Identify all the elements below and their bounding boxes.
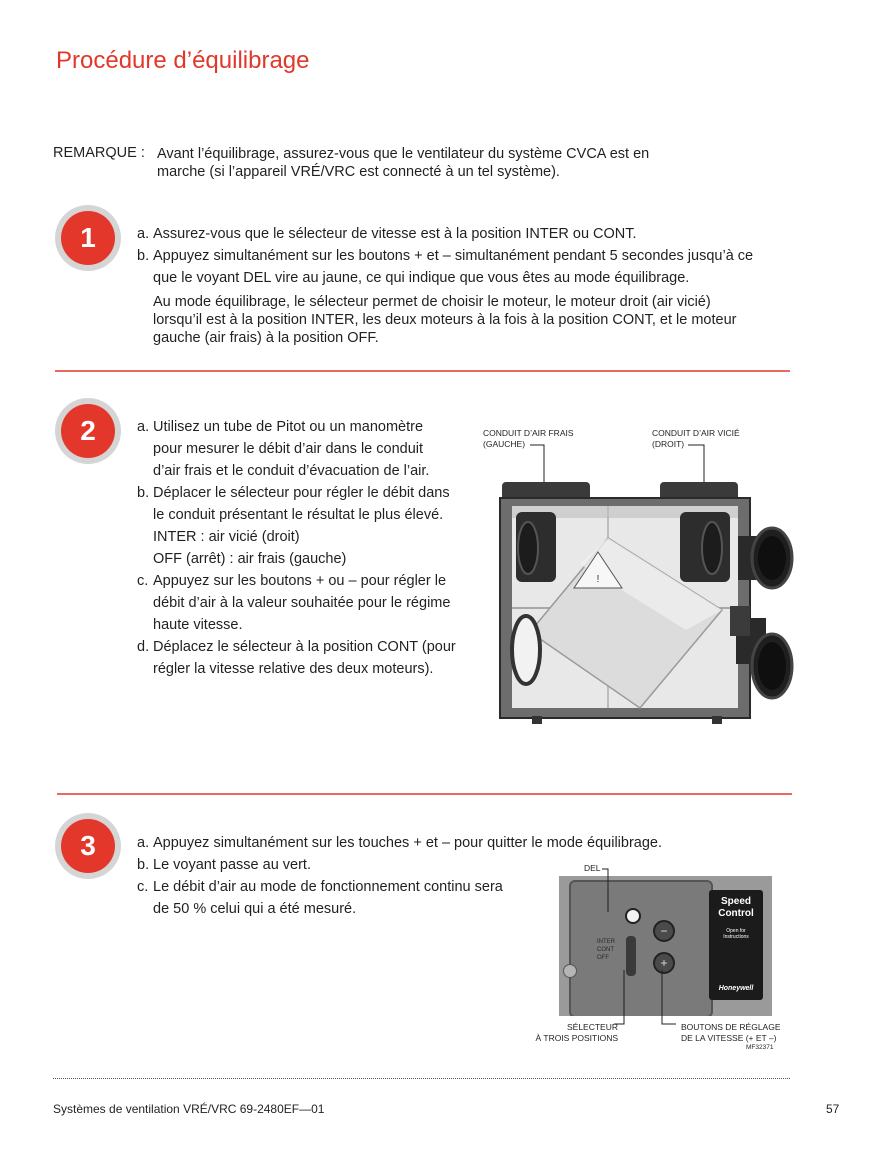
step-2-d-key: d. [137,639,150,655]
remark-line-1: Avant l’équilibrage, assurez-vous que le ventilateur du système CVCA est en [157,146,650,162]
footer-title: Systèmes de ventilation VRÉ/VRC 69-2480EF—01 [53,1102,325,1116]
selector-label-off: OFF [597,955,609,961]
callout-speed-buttons-line-2: DE LA VITESSE (+ ET –) [681,1033,777,1043]
step-2-b1: Déplacer le sélecteur pour régler le débit dans [153,485,450,501]
step-2-text [137,416,477,680]
panel-sub-line-1: Open for [726,928,746,934]
step-3-a: Appuyez simultanément sur les touches + et – pour quitter le mode équilibrage. [153,835,663,851]
ventilator-unit-illustration [480,440,800,750]
page-title: Procédure d’équilibrage [56,47,310,74]
selector-label-inter: INTER [597,939,615,945]
step-2-b2: le conduit présentant le résultat le plus élevé. [153,507,444,523]
step-3-b: Le voyant passe au vert. [153,857,311,873]
figure-id: MF32371 [746,1044,774,1051]
honeywell-logo: Honeywell [718,985,754,992]
step-2-a-key: a. [137,419,150,435]
step-1-a: Assurez-vous que le sélecteur de vitesse est à la position INTER ou CONT. [153,226,637,242]
callout-speed-buttons [681,1022,781,1044]
step-2-c1: Appuyez sur les boutons + ou – pour régler le [153,573,447,589]
step-2-c2: débit d’air à la valeur souhaitée pour le régime [153,595,451,611]
step-1-p1: Au mode équilibrage, le sélecteur permet de choisir le moteur, le moteur droit (air vicié) [153,294,711,310]
step-2-b4: OFF (arrêt) : air frais (gauche) [153,551,347,567]
step-1-p2: lorsqu’il est à la position INTER, les deux moteurs à la fois à la position CONT, et le moteur [153,312,737,328]
panel-sub-line-2: Instructions [723,934,749,940]
step-3-b-key: b. [137,857,150,873]
footer-rule [53,1078,790,1079]
remark-label: REMARQUE : [53,145,145,161]
step-1-b2: que le voyant DEL vire au jaune, ce qui indique que vous êtes au mode équilibrage. [153,270,690,286]
remark-text [157,145,717,181]
callout-selector-line-2: À TROIS POSITIONS [535,1033,618,1043]
step-3-number: 3 [61,819,115,873]
remark-line-2: marche (si l’appareil VRÉ/VRC est connecté à un tel système). [157,164,560,180]
step-2-c3: haute vitesse. [153,617,243,633]
step-3-c1: Le débit d’air au mode de fonctionnement continu sera [153,879,503,895]
step-3-c2: de 50 % celui qui a été mesuré. [153,901,357,917]
page-number: 57 [826,1102,840,1116]
divider-1 [55,370,790,372]
callout-stale-air-line-1: CONDUIT D’AIR VICIÉ [652,428,740,438]
step-2-badge [55,398,121,464]
step-1-badge [55,205,121,271]
callout-stale-air-line-2: (DROIT) [652,439,685,449]
step-2-b3: INTER : air vicié (droit) [153,529,300,545]
selector-label-cont: CONT [597,947,614,953]
panel-title-line-1: Speed [720,896,751,907]
step-3-badge [55,813,121,879]
step-1-b-key: b. [137,248,150,264]
step-1-text [137,223,797,347]
step-2-a1: Utilisez un tube de Pitot ou un manomètre [153,419,424,435]
step-2-d1: Déplacez le sélecteur à la position CONT (pour [153,639,456,655]
step-2-a2: pour mesurer le débit d’air dans le conduit [153,441,424,457]
divider-2 [57,793,792,795]
step-1-a-key: a. [137,226,150,242]
step-3-a-key: a. [137,835,150,851]
step-1-number: 1 [61,211,115,265]
callout-selector-line-1: SÉLECTEUR [566,1022,618,1032]
step-2-c-key: c. [137,573,149,589]
callout-del: DEL [584,863,601,873]
step-3-leader-lines [530,860,800,1030]
plus-button-icon: + [653,952,675,974]
step-3-c-key: c. [137,879,149,895]
callout-selector [533,1022,618,1044]
callout-fresh-air-line-1: CONDUIT D’AIR FRAIS [483,428,574,438]
callout-speed-buttons-line-1: BOUTONS DE RÉGLAGE [681,1022,781,1032]
minus-button-icon: − [653,920,675,942]
step-2-number: 2 [61,404,115,458]
callout-fresh-air-line-2: (GAUCHE) [483,439,526,449]
step-2-d2: régler la vitesse relative des deux moteurs). [153,661,434,677]
step-2-a3: d’air frais et le conduit d’évacuation de l’air. [153,463,430,479]
svg-text:!: ! [596,574,600,585]
step-1-p3: gauche (air frais) à la position OFF. [153,330,379,346]
step-2-b-key: b. [137,485,150,501]
panel-title-line-2: Control [718,908,754,919]
step-1-b1: Appuyez simultanément sur les boutons + et – simultanément pendant 5 secondes jusqu’à ce [153,248,754,264]
